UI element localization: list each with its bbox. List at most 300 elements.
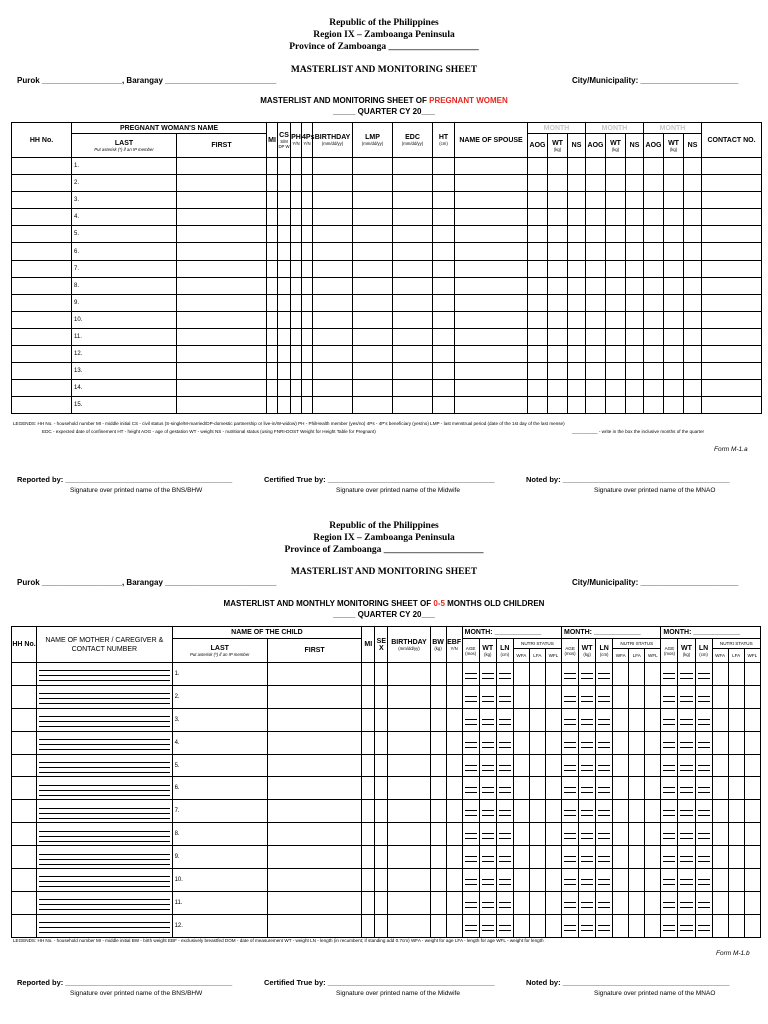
data-cell[interactable] [664, 243, 684, 260]
data-cell[interactable] [267, 226, 278, 243]
data-cell[interactable] [606, 243, 626, 260]
data-cell[interactable] [375, 891, 388, 914]
measure-cell[interactable] [496, 685, 513, 708]
row-number-cell[interactable]: 11. [172, 891, 267, 914]
measure-cell[interactable] [545, 823, 561, 846]
data-cell[interactable] [455, 175, 528, 192]
data-cell[interactable] [302, 328, 313, 345]
data-cell[interactable] [267, 914, 361, 937]
data-cell[interactable] [393, 175, 433, 192]
data-cell[interactable] [606, 294, 626, 311]
data-cell[interactable] [626, 260, 644, 277]
data-cell[interactable] [548, 380, 568, 397]
data-cell[interactable] [267, 823, 361, 846]
measure-cell[interactable] [479, 846, 496, 869]
data-cell[interactable] [362, 800, 375, 823]
data-cell[interactable] [12, 158, 72, 175]
data-cell[interactable] [362, 754, 375, 777]
measure-cell[interactable] [744, 869, 760, 892]
data-cell[interactable] [626, 277, 644, 294]
data-cell[interactable] [12, 328, 72, 345]
data-cell[interactable] [446, 846, 462, 869]
data-cell[interactable] [291, 311, 302, 328]
data-cell[interactable] [433, 260, 455, 277]
measure-cell[interactable] [496, 914, 513, 937]
data-cell[interactable] [606, 328, 626, 345]
data-cell[interactable] [568, 243, 586, 260]
measure-cell[interactable] [661, 663, 678, 686]
measure-cell[interactable] [462, 823, 479, 846]
data-cell[interactable] [12, 777, 37, 800]
data-cell[interactable] [267, 380, 278, 397]
data-cell[interactable] [568, 294, 586, 311]
data-cell[interactable] [430, 663, 446, 686]
measure-cell[interactable] [529, 754, 545, 777]
data-cell[interactable] [12, 685, 37, 708]
data-cell[interactable] [568, 158, 586, 175]
data-cell[interactable] [267, 311, 278, 328]
measure-cell[interactable] [661, 800, 678, 823]
data-cell[interactable] [606, 380, 626, 397]
data-cell[interactable] [684, 311, 702, 328]
data-cell[interactable] [177, 260, 267, 277]
data-cell[interactable] [278, 260, 291, 277]
data-cell[interactable] [664, 277, 684, 294]
data-cell[interactable] [684, 158, 702, 175]
measure-cell[interactable] [629, 685, 645, 708]
data-cell[interactable] [177, 380, 267, 397]
data-cell[interactable] [644, 380, 664, 397]
data-cell[interactable] [702, 397, 762, 414]
measure-cell[interactable] [479, 891, 496, 914]
data-cell[interactable] [433, 277, 455, 294]
data-cell[interactable] [278, 175, 291, 192]
data-cell[interactable] [606, 277, 626, 294]
measure-cell[interactable] [513, 823, 529, 846]
measure-cell[interactable] [479, 708, 496, 731]
row-number-cell[interactable]: 12. [172, 914, 267, 937]
data-cell[interactable] [606, 226, 626, 243]
data-cell[interactable] [430, 846, 446, 869]
data-cell[interactable] [12, 209, 72, 226]
data-cell[interactable] [586, 260, 606, 277]
data-cell[interactable] [278, 243, 291, 260]
data-cell[interactable] [433, 158, 455, 175]
measure-cell[interactable] [479, 869, 496, 892]
measure-cell[interactable] [695, 754, 712, 777]
measure-cell[interactable] [613, 846, 629, 869]
data-cell[interactable] [267, 754, 361, 777]
data-cell[interactable] [375, 731, 388, 754]
data-cell[interactable] [388, 663, 430, 686]
measure-cell[interactable] [545, 708, 561, 731]
measure-cell[interactable] [712, 914, 728, 937]
measure-cell[interactable] [545, 754, 561, 777]
data-cell[interactable] [177, 397, 267, 414]
row-number-cell[interactable]: 13. [72, 363, 177, 380]
measure-cell[interactable] [562, 800, 579, 823]
data-cell[interactable] [267, 708, 361, 731]
data-cell[interactable] [446, 777, 462, 800]
data-cell[interactable] [393, 158, 433, 175]
data-cell[interactable] [548, 158, 568, 175]
data-cell[interactable] [393, 311, 433, 328]
measure-cell[interactable] [462, 891, 479, 914]
data-cell[interactable] [626, 158, 644, 175]
measure-cell[interactable] [661, 777, 678, 800]
row-number-cell[interactable]: 2. [172, 685, 267, 708]
measure-cell[interactable] [661, 846, 678, 869]
data-cell[interactable] [606, 192, 626, 209]
data-cell[interactable] [626, 209, 644, 226]
data-cell[interactable] [302, 380, 313, 397]
measure-cell[interactable] [596, 754, 613, 777]
row-number-cell[interactable]: 7. [172, 800, 267, 823]
measure-cell[interactable] [462, 663, 479, 686]
measure-cell[interactable] [712, 731, 728, 754]
measure-cell[interactable] [613, 891, 629, 914]
data-cell[interactable] [568, 175, 586, 192]
data-cell[interactable] [455, 380, 528, 397]
data-cell[interactable] [353, 175, 393, 192]
measure-cell[interactable] [678, 891, 695, 914]
measure-cell[interactable] [562, 869, 579, 892]
noted-by-field[interactable]: Noted by: ________________________________________ [526, 475, 730, 484]
data-cell[interactable] [278, 209, 291, 226]
measure-cell[interactable] [678, 869, 695, 892]
data-cell[interactable] [548, 294, 568, 311]
measure-cell[interactable] [661, 869, 678, 892]
measure-cell[interactable] [678, 731, 695, 754]
data-cell[interactable] [626, 294, 644, 311]
data-cell[interactable] [362, 823, 375, 846]
data-cell[interactable] [388, 823, 430, 846]
data-cell[interactable] [455, 243, 528, 260]
measure-cell[interactable] [496, 777, 513, 800]
measure-cell[interactable] [645, 891, 661, 914]
measure-cell[interactable] [613, 869, 629, 892]
measure-cell[interactable] [629, 891, 645, 914]
data-cell[interactable] [664, 158, 684, 175]
data-cell[interactable] [362, 663, 375, 686]
data-cell[interactable] [362, 869, 375, 892]
data-cell[interactable] [433, 192, 455, 209]
mother-cell[interactable] [37, 708, 173, 731]
data-cell[interactable] [586, 311, 606, 328]
data-cell[interactable] [12, 731, 37, 754]
data-cell[interactable] [362, 846, 375, 869]
row-number-cell[interactable]: 9. [172, 846, 267, 869]
data-cell[interactable] [568, 226, 586, 243]
data-cell[interactable] [684, 260, 702, 277]
data-cell[interactable] [568, 346, 586, 363]
data-cell[interactable] [664, 363, 684, 380]
measure-cell[interactable] [596, 846, 613, 869]
data-cell[interactable] [528, 294, 548, 311]
measure-cell[interactable] [479, 754, 496, 777]
data-cell[interactable] [684, 363, 702, 380]
measure-cell[interactable] [744, 891, 760, 914]
data-cell[interactable] [267, 869, 361, 892]
data-cell[interactable] [267, 731, 361, 754]
measure-cell[interactable] [562, 823, 579, 846]
data-cell[interactable] [528, 158, 548, 175]
data-cell[interactable] [446, 800, 462, 823]
measure-cell[interactable] [596, 685, 613, 708]
data-cell[interactable] [177, 294, 267, 311]
mother-cell[interactable] [37, 891, 173, 914]
measure-cell[interactable] [645, 914, 661, 937]
measure-cell[interactable] [529, 685, 545, 708]
data-cell[interactable] [702, 380, 762, 397]
data-cell[interactable] [267, 800, 361, 823]
data-cell[interactable] [267, 175, 278, 192]
data-cell[interactable] [302, 260, 313, 277]
data-cell[interactable] [586, 175, 606, 192]
data-cell[interactable] [548, 346, 568, 363]
data-cell[interactable] [313, 260, 353, 277]
data-cell[interactable] [177, 192, 267, 209]
data-cell[interactable] [375, 869, 388, 892]
measure-cell[interactable] [744, 914, 760, 937]
data-cell[interactable] [684, 294, 702, 311]
measure-cell[interactable] [529, 869, 545, 892]
month-1-field[interactable]: MONTH: ____________ [462, 627, 561, 639]
measure-cell[interactable] [562, 731, 579, 754]
data-cell[interactable] [548, 277, 568, 294]
month-3-slot[interactable]: MONTH [644, 123, 702, 134]
data-cell[interactable] [353, 346, 393, 363]
reported-by-field-2[interactable]: Reported by: ________________________________________ [17, 978, 233, 987]
measure-cell[interactable] [596, 823, 613, 846]
data-cell[interactable] [267, 891, 361, 914]
data-cell[interactable] [353, 192, 393, 209]
data-cell[interactable] [313, 226, 353, 243]
measure-cell[interactable] [545, 914, 561, 937]
measure-cell[interactable] [562, 777, 579, 800]
data-cell[interactable] [291, 294, 302, 311]
data-cell[interactable] [302, 294, 313, 311]
data-cell[interactable] [702, 328, 762, 345]
data-cell[interactable] [12, 226, 72, 243]
measure-cell[interactable] [562, 846, 579, 869]
data-cell[interactable] [12, 192, 72, 209]
measure-cell[interactable] [629, 754, 645, 777]
measure-cell[interactable] [678, 685, 695, 708]
data-cell[interactable] [278, 192, 291, 209]
data-cell[interactable] [664, 294, 684, 311]
data-cell[interactable] [302, 311, 313, 328]
measure-cell[interactable] [728, 663, 744, 686]
measure-cell[interactable] [744, 708, 760, 731]
measure-cell[interactable] [562, 914, 579, 937]
data-cell[interactable] [291, 192, 302, 209]
city-field-2[interactable]: City/Municipality: ______________________ [572, 578, 739, 587]
measure-cell[interactable] [712, 869, 728, 892]
measure-cell[interactable] [645, 823, 661, 846]
data-cell[interactable] [267, 346, 278, 363]
data-cell[interactable] [267, 846, 361, 869]
measure-cell[interactable] [496, 663, 513, 686]
data-cell[interactable] [302, 277, 313, 294]
row-number-cell[interactable]: 12. [72, 346, 177, 363]
measure-cell[interactable] [562, 685, 579, 708]
data-cell[interactable] [302, 209, 313, 226]
row-number-cell[interactable]: 8. [172, 823, 267, 846]
mother-cell[interactable] [37, 754, 173, 777]
data-cell[interactable] [291, 346, 302, 363]
data-cell[interactable] [177, 209, 267, 226]
data-cell[interactable] [702, 209, 762, 226]
data-cell[interactable] [353, 158, 393, 175]
quarter-field-2[interactable]: _____ QUARTER CY 20___ [333, 610, 435, 619]
data-cell[interactable] [362, 685, 375, 708]
data-cell[interactable] [586, 346, 606, 363]
data-cell[interactable] [291, 397, 302, 414]
measure-cell[interactable] [529, 846, 545, 869]
measure-cell[interactable] [661, 731, 678, 754]
measure-cell[interactable] [613, 914, 629, 937]
measure-cell[interactable] [613, 663, 629, 686]
measure-cell[interactable] [562, 891, 579, 914]
data-cell[interactable] [664, 209, 684, 226]
measure-cell[interactable] [462, 731, 479, 754]
data-cell[interactable] [388, 708, 430, 731]
data-cell[interactable] [12, 363, 72, 380]
row-number-cell[interactable]: 11. [72, 328, 177, 345]
data-cell[interactable] [433, 363, 455, 380]
data-cell[interactable] [626, 311, 644, 328]
measure-cell[interactable] [645, 754, 661, 777]
data-cell[interactable] [455, 226, 528, 243]
mother-cell[interactable] [37, 800, 173, 823]
measure-cell[interactable] [629, 777, 645, 800]
mother-cell[interactable] [37, 685, 173, 708]
data-cell[interactable] [644, 260, 664, 277]
measure-cell[interactable] [545, 846, 561, 869]
measure-cell[interactable] [513, 869, 529, 892]
data-cell[interactable] [446, 914, 462, 937]
measure-cell[interactable] [728, 914, 744, 937]
data-cell[interactable] [313, 277, 353, 294]
reported-by-field[interactable]: Reported by: ________________________________________ [17, 475, 233, 484]
measure-cell[interactable] [545, 891, 561, 914]
data-cell[interactable] [644, 175, 664, 192]
quarter-field[interactable]: _____ QUARTER CY 20___ [333, 107, 435, 116]
data-cell[interactable] [455, 277, 528, 294]
data-cell[interactable] [548, 209, 568, 226]
measure-cell[interactable] [496, 846, 513, 869]
data-cell[interactable] [375, 777, 388, 800]
data-cell[interactable] [626, 363, 644, 380]
data-cell[interactable] [455, 328, 528, 345]
data-cell[interactable] [291, 363, 302, 380]
data-cell[interactable] [313, 243, 353, 260]
data-cell[interactable] [528, 363, 548, 380]
measure-cell[interactable] [529, 708, 545, 731]
measure-cell[interactable] [712, 685, 728, 708]
data-cell[interactable] [267, 260, 278, 277]
measure-cell[interactable] [479, 663, 496, 686]
data-cell[interactable] [644, 158, 664, 175]
measure-cell[interactable] [579, 685, 596, 708]
data-cell[interactable] [664, 346, 684, 363]
measure-cell[interactable] [645, 777, 661, 800]
measure-cell[interactable] [695, 891, 712, 914]
data-cell[interactable] [313, 328, 353, 345]
data-cell[interactable] [455, 260, 528, 277]
data-cell[interactable] [568, 397, 586, 414]
data-cell[interactable] [528, 226, 548, 243]
measure-cell[interactable] [661, 708, 678, 731]
measure-cell[interactable] [529, 731, 545, 754]
measure-cell[interactable] [728, 869, 744, 892]
data-cell[interactable] [586, 158, 606, 175]
measure-cell[interactable] [661, 914, 678, 937]
data-cell[interactable] [644, 397, 664, 414]
measure-cell[interactable] [479, 685, 496, 708]
data-cell[interactable] [393, 363, 433, 380]
data-cell[interactable] [702, 260, 762, 277]
data-cell[interactable] [12, 380, 72, 397]
data-cell[interactable] [278, 226, 291, 243]
data-cell[interactable] [684, 328, 702, 345]
data-cell[interactable] [702, 192, 762, 209]
measure-cell[interactable] [695, 846, 712, 869]
data-cell[interactable] [430, 823, 446, 846]
data-cell[interactable] [644, 311, 664, 328]
data-cell[interactable] [433, 226, 455, 243]
data-cell[interactable] [393, 397, 433, 414]
data-cell[interactable] [702, 294, 762, 311]
measure-cell[interactable] [712, 777, 728, 800]
data-cell[interactable] [548, 397, 568, 414]
data-cell[interactable] [446, 754, 462, 777]
data-cell[interactable] [684, 209, 702, 226]
data-cell[interactable] [606, 346, 626, 363]
row-number-cell[interactable]: 1. [72, 158, 177, 175]
data-cell[interactable] [528, 397, 548, 414]
measure-cell[interactable] [629, 914, 645, 937]
measure-cell[interactable] [695, 914, 712, 937]
data-cell[interactable] [433, 328, 455, 345]
data-cell[interactable] [684, 192, 702, 209]
measure-cell[interactable] [645, 663, 661, 686]
measure-cell[interactable] [596, 914, 613, 937]
measure-cell[interactable] [744, 777, 760, 800]
measure-cell[interactable] [645, 846, 661, 869]
data-cell[interactable] [702, 158, 762, 175]
measure-cell[interactable] [545, 869, 561, 892]
data-cell[interactable] [626, 192, 644, 209]
data-cell[interactable] [353, 397, 393, 414]
measure-cell[interactable] [613, 777, 629, 800]
certified-by-field-2[interactable]: Certified True by: ________________________________________ [264, 978, 495, 987]
measure-cell[interactable] [744, 846, 760, 869]
data-cell[interactable] [12, 754, 37, 777]
measure-cell[interactable] [629, 846, 645, 869]
data-cell[interactable] [455, 294, 528, 311]
measure-cell[interactable] [613, 685, 629, 708]
measure-cell[interactable] [596, 708, 613, 731]
data-cell[interactable] [684, 346, 702, 363]
data-cell[interactable] [430, 869, 446, 892]
measure-cell[interactable] [645, 800, 661, 823]
data-cell[interactable] [177, 328, 267, 345]
measure-cell[interactable] [529, 823, 545, 846]
data-cell[interactable] [267, 192, 278, 209]
data-cell[interactable] [388, 754, 430, 777]
